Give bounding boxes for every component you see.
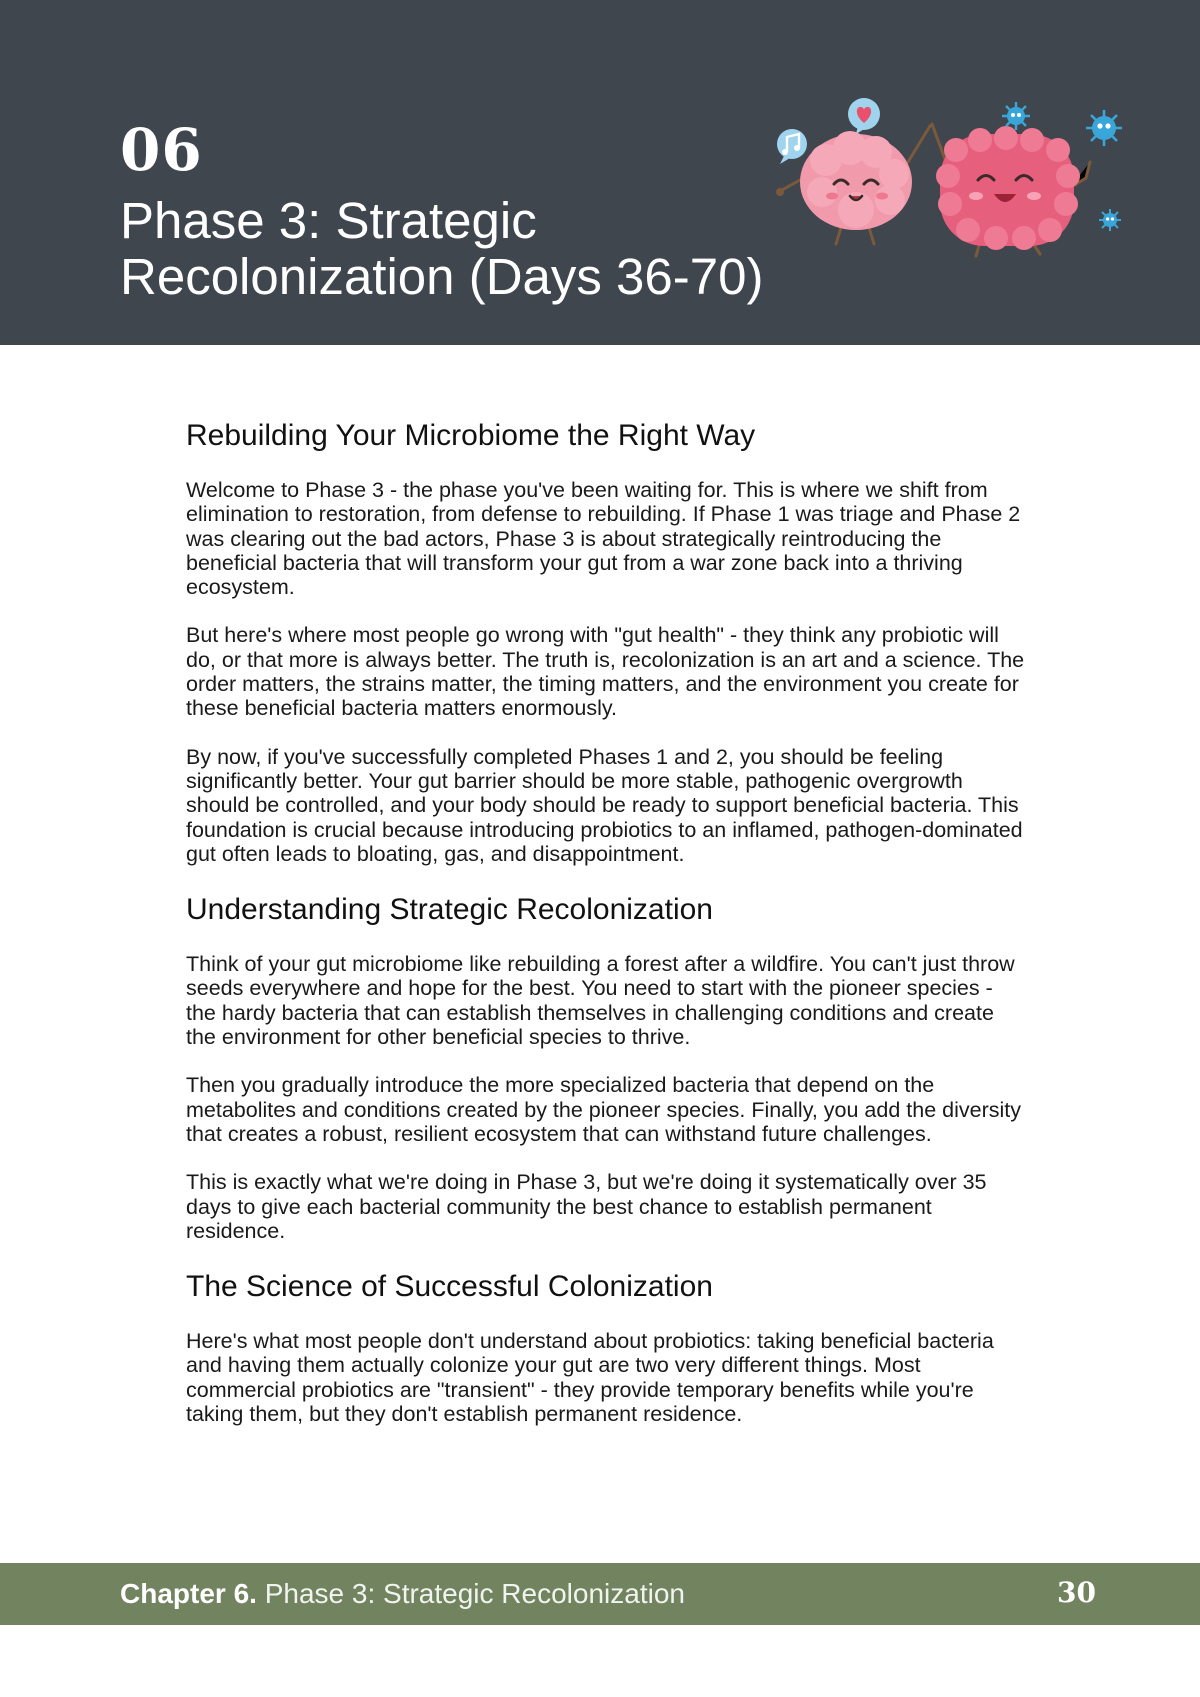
section-heading: Understanding Strategic Recolonization — [186, 893, 713, 927]
heart-bubble-icon — [848, 98, 880, 134]
chapter-title-line-2: Recolonization (Days 36-70) — [120, 248, 764, 305]
intestine-character-icon — [932, 124, 1090, 256]
footer-chapter-label: Chapter 6. — [120, 1578, 257, 1609]
music-note-icon — [777, 129, 807, 164]
chapter-footer — [0, 1563, 1200, 1625]
paragraph: By now, if you've successfully completed Phases 1 and 2, you should be feeling significantly better. Your gut barrier should be more stable, pathogenic overgrowth should be controlled, and your body should be ready to support beneficial bacteria. This foundation is crucial because introducing probiotics to an inflamed, pathogen-dominated gut often leads to bloating, gas, and disappointment. — [186, 744, 1023, 866]
paragraph: Then you gradually introduce the more specialized bacteria that depend on the metabolites and conditions created by the pioneer species. Finally, you add the diversity that creates a robust, resilient ecosystem that can withstand future challenges. — [186, 1073, 1021, 1146]
chapter-header — [0, 0, 1200, 345]
chapter-number: 06 — [120, 116, 203, 184]
paragraph: Here's what most people don't understand about probiotics: taking beneficial bacteria and having them actually colonize your gut are two very different things. Most commercial probiotics are "transient" - they provide temporary benefits while you're taking them, but they don't establish permanent residence. — [186, 1329, 994, 1427]
footer-chapter-title: Phase 3: Strategic Recolonization — [264, 1578, 685, 1609]
paragraph: This is exactly what we're doing in Phase 3, but we're doing it systematically over 35 days to give each bacterial community the best chance to establish permanent residence. — [186, 1170, 987, 1243]
gut-brain-illustration — [770, 92, 1130, 262]
page-number: 30 — [1057, 1576, 1096, 1609]
paragraph: Think of your gut microbiome like rebuilding a forest after a wildfire. You can't just throw seeds everywhere and hope for the best. You need to start with the pioneer species - the hardy bacteria that can establish themselves in challenging conditions and create the environment for other beneficial species to thrive. — [186, 952, 1015, 1050]
paragraph: Welcome to Phase 3 - the phase you've been waiting for. This is where we shift from elimination to restoration, from defense to rebuilding. If Phase 1 was triage and Phase 2 was clearing out the bad actors, Phase 3 is about strategically reintroducing the beneficial bacteria that will transform your gut from a war zone back into a thriving ecosystem. — [186, 478, 1021, 600]
section-heading: Rebuilding Your Microbiome the Right Way — [186, 419, 756, 452]
chapter-title — [120, 193, 820, 305]
paragraph: But here's where most people go wrong with "gut health" - they think any probiotic will do, or that more is always better. The truth is, recolonization is an art and a science. The order matters, the strains matter, the timing matters, and the environment you create for these beneficial bacteria matters enormously. — [186, 623, 1025, 721]
footer-label — [120, 1577, 685, 1611]
chapter-title-line-1: Phase 3: Strategic — [120, 192, 537, 249]
section-heading: The Science of Successful Colonization — [186, 1270, 713, 1304]
chapter-content — [186, 418, 1026, 1450]
